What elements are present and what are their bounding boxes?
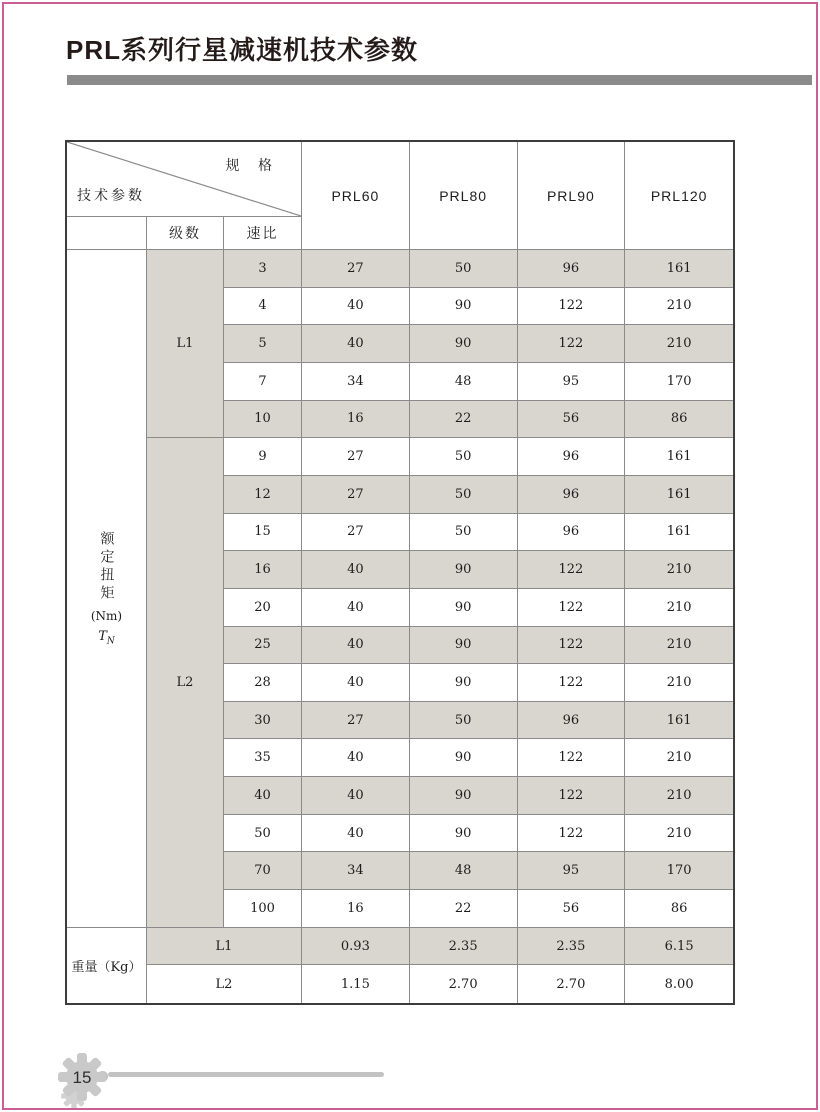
value-cell: 86 (625, 890, 733, 928)
subheader-stages: 级数 (147, 217, 224, 250)
torque-label-vertical: 额定扭矩 (98, 530, 115, 603)
value-cell: 122 (518, 777, 626, 815)
torque-label-cell (67, 250, 147, 928)
value-cell: 27 (302, 514, 410, 552)
value-cell: 56 (518, 401, 626, 439)
ratio-cell: 16 (224, 551, 302, 589)
ratio-cell: 30 (224, 702, 302, 740)
value-cell: 170 (625, 363, 733, 401)
subheader-empty-cell (67, 217, 147, 250)
value-cell: 34 (302, 363, 410, 401)
title-underline-bar (67, 75, 812, 85)
value-cell: 122 (518, 551, 626, 589)
page-number: 15 (72, 1068, 92, 1087)
value-cell: 40 (302, 739, 410, 777)
value-cell: 95 (518, 363, 626, 401)
value-cell: 40 (302, 325, 410, 363)
corner-spec-label: 规 格 (225, 158, 279, 174)
value-cell: 27 (302, 250, 410, 288)
value-cell: 161 (625, 514, 733, 552)
stage-cell-l2: L2 (147, 438, 224, 927)
ratio-cell: 15 (224, 514, 302, 552)
value-cell: 210 (625, 325, 733, 363)
value-cell: 210 (625, 815, 733, 853)
subheader-ratio: 速比 (224, 217, 302, 250)
value-cell: 90 (410, 288, 518, 326)
value-cell: 48 (410, 852, 518, 890)
value-cell: 161 (625, 250, 733, 288)
value-cell: 40 (302, 777, 410, 815)
value-cell: 95 (518, 852, 626, 890)
value-cell: 27 (302, 476, 410, 514)
value-cell: 122 (518, 815, 626, 853)
value-cell: 210 (625, 777, 733, 815)
ratio-cell: 10 (224, 401, 302, 439)
spec-table (65, 140, 735, 1005)
corner-tech-label: 技术参数 (77, 188, 145, 204)
value-cell: 40 (302, 664, 410, 702)
value-cell: 122 (518, 325, 626, 363)
value-cell: 210 (625, 739, 733, 777)
ratio-cell: 40 (224, 777, 302, 815)
ratio-cell: 35 (224, 739, 302, 777)
value-cell: 50 (410, 476, 518, 514)
value-cell: 96 (518, 250, 626, 288)
weight-value-cell: 8.00 (625, 965, 733, 1003)
weight-value-cell: 1.15 (302, 965, 410, 1003)
value-cell: 210 (625, 288, 733, 326)
value-cell: 90 (410, 815, 518, 853)
value-cell: 161 (625, 438, 733, 476)
weight-value-cell: 0.93 (302, 928, 410, 966)
value-cell: 50 (410, 514, 518, 552)
weight-value-cell: 2.70 (518, 965, 626, 1003)
value-cell: 161 (625, 476, 733, 514)
torque-symbol: $T_N$ (98, 628, 115, 647)
weight-value-cell: 2.35 (410, 928, 518, 966)
value-cell: 170 (625, 852, 733, 890)
value-cell: 40 (302, 589, 410, 627)
value-cell: 90 (410, 589, 518, 627)
ratio-cell: 100 (224, 890, 302, 928)
value-cell: 50 (410, 702, 518, 740)
ratio-cell: 3 (224, 250, 302, 288)
col-header-prl60: PRL60 (302, 142, 410, 250)
value-cell: 34 (302, 852, 410, 890)
page-title: PRL系列行星减速机技术参数 (66, 35, 419, 65)
col-header-prl120: PRL120 (625, 142, 733, 250)
value-cell: 210 (625, 589, 733, 627)
value-cell: 210 (625, 551, 733, 589)
ratio-cell: 70 (224, 852, 302, 890)
ratio-cell: 12 (224, 476, 302, 514)
page-number-gear-icon (54, 1049, 110, 1105)
value-cell: 122 (518, 589, 626, 627)
ratio-cell: 4 (224, 288, 302, 326)
footer-decoration-line (108, 1072, 384, 1077)
ratio-cell: 9 (224, 438, 302, 476)
ratio-cell: 28 (224, 664, 302, 702)
ratio-cell: 5 (224, 325, 302, 363)
value-cell: 90 (410, 551, 518, 589)
value-cell: 48 (410, 363, 518, 401)
value-cell: 90 (410, 325, 518, 363)
weight-value-cell: 6.15 (625, 928, 733, 966)
weight-value-cell: 2.70 (410, 965, 518, 1003)
value-cell: 50 (410, 438, 518, 476)
value-cell: 122 (518, 288, 626, 326)
value-cell: 16 (302, 890, 410, 928)
value-cell: 161 (625, 702, 733, 740)
stage-cell-l1: L1 (147, 250, 224, 438)
value-cell: 40 (302, 551, 410, 589)
value-cell: 96 (518, 702, 626, 740)
value-cell: 96 (518, 438, 626, 476)
value-cell: 96 (518, 514, 626, 552)
value-cell: 96 (518, 476, 626, 514)
value-cell: 27 (302, 702, 410, 740)
weight-value-cell: 2.35 (518, 928, 626, 966)
value-cell: 16 (302, 401, 410, 439)
value-cell: 22 (410, 890, 518, 928)
ratio-cell: 7 (224, 363, 302, 401)
value-cell: 122 (518, 627, 626, 665)
torque-unit: (Nm) (90, 608, 123, 623)
value-cell: 40 (302, 627, 410, 665)
value-cell: 40 (302, 815, 410, 853)
value-cell: 90 (410, 777, 518, 815)
value-cell: 90 (410, 664, 518, 702)
col-header-prl80: PRL80 (410, 142, 518, 250)
value-cell: 210 (625, 664, 733, 702)
value-cell: 90 (410, 627, 518, 665)
value-cell: 40 (302, 288, 410, 326)
value-cell: 122 (518, 739, 626, 777)
value-cell: 22 (410, 401, 518, 439)
weight-stage-cell: L1 (147, 928, 302, 966)
value-cell: 90 (410, 739, 518, 777)
value-cell: 86 (625, 401, 733, 439)
corner-header-cell (67, 142, 302, 217)
value-cell: 210 (625, 627, 733, 665)
value-cell: 122 (518, 664, 626, 702)
ratio-cell: 25 (224, 627, 302, 665)
weight-stage-cell: L2 (147, 965, 302, 1003)
weight-label-cell: 重量（Kg） (67, 928, 147, 1003)
col-header-prl90: PRL90 (518, 142, 626, 250)
ratio-cell: 50 (224, 815, 302, 853)
value-cell: 56 (518, 890, 626, 928)
value-cell: 27 (302, 438, 410, 476)
value-cell: 50 (410, 250, 518, 288)
ratio-cell: 20 (224, 589, 302, 627)
